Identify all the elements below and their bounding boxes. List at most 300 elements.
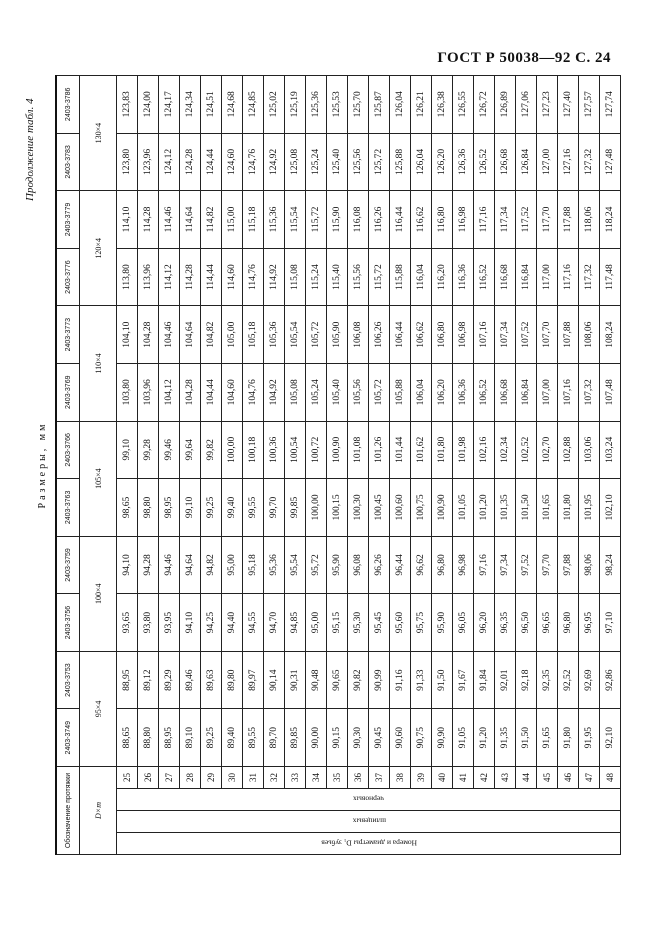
- diameter-cell: 116,52: [474, 248, 495, 306]
- diameter-cell: 91,84: [474, 651, 495, 709]
- diameter-cell: 94,82: [201, 536, 222, 594]
- diameter-cell: 97,52: [516, 536, 537, 594]
- diameter-cell: 124,68: [222, 76, 243, 134]
- diameter-cell: 99,10: [180, 479, 201, 537]
- diameter-cell: 97,10: [600, 594, 621, 652]
- diameter-cell: 101,35: [495, 479, 516, 537]
- diameter-cell: 91,50: [516, 709, 537, 767]
- designation-header: Обозначение протяжки: [56, 767, 80, 855]
- diameter-cell: 102,88: [558, 421, 579, 479]
- table-row: [138, 76, 159, 855]
- diameter-cell: 124,12: [159, 133, 180, 191]
- tooth-number: 33: [285, 767, 306, 789]
- dxm-group: 130×4: [80, 76, 117, 191]
- diameter-cell: 104,76: [243, 363, 264, 421]
- diameter-cell: 125,53: [327, 76, 348, 134]
- diameter-cell: 90,48: [306, 651, 327, 709]
- diameter-cell: 101,05: [453, 479, 474, 537]
- diameter-cell: 106,08: [348, 306, 369, 364]
- table-body: [117, 76, 621, 855]
- diameter-cell: 115,56: [348, 248, 369, 306]
- diameter-cell: 107,00: [537, 363, 558, 421]
- diameter-cell: 94,10: [117, 536, 138, 594]
- tooth-number: 44: [516, 767, 537, 789]
- table-row: [432, 76, 453, 855]
- diameter-cell: 98,95: [159, 479, 180, 537]
- diameter-cell: 115,72: [369, 248, 390, 306]
- diameter-cell: 90,14: [264, 651, 285, 709]
- diameter-cell: 126,36: [453, 133, 474, 191]
- diameter-cell: 89,25: [201, 709, 222, 767]
- diameter-cell: 89,55: [243, 709, 264, 767]
- diameter-cell: 125,36: [306, 76, 327, 134]
- table-row: [327, 76, 348, 855]
- code-header: 2403-3779: [56, 191, 80, 249]
- diameter-cell: 114,12: [159, 248, 180, 306]
- diameter-cell: 94,10: [180, 594, 201, 652]
- diameter-cell: 89,70: [264, 709, 285, 767]
- diameter-cell: 124,51: [201, 76, 222, 134]
- code-header: 2403-3756: [56, 594, 80, 652]
- diameter-cell: 105,72: [369, 363, 390, 421]
- diameter-cell: 105,36: [264, 306, 285, 364]
- diameter-cell: 89,46: [180, 651, 201, 709]
- diameter-cell: 101,20: [474, 479, 495, 537]
- diameter-cell: 94,64: [180, 536, 201, 594]
- diameter-cell: 114,92: [264, 248, 285, 306]
- diameter-cell: 114,44: [201, 248, 222, 306]
- table-row: [201, 76, 222, 855]
- diameter-cell: 116,84: [516, 248, 537, 306]
- diameter-cell: 100,15: [327, 479, 348, 537]
- diameter-cell: 105,24: [306, 363, 327, 421]
- tooth-number: 31: [243, 767, 264, 789]
- diameter-cell: 125,02: [264, 76, 285, 134]
- code-header: 2403-3773: [56, 306, 80, 364]
- diameter-cell: 115,72: [306, 191, 327, 249]
- diameter-cell: 91,80: [558, 709, 579, 767]
- diameter-cell: 95,54: [285, 536, 306, 594]
- diameter-cell: 100,18: [243, 421, 264, 479]
- diameter-cell: 95,15: [327, 594, 348, 652]
- dxm-group: 120×4: [80, 191, 117, 306]
- diameter-cell: 115,00: [222, 191, 243, 249]
- table-row: [411, 76, 432, 855]
- diameter-cell: 97,70: [537, 536, 558, 594]
- table-row: [495, 76, 516, 855]
- diameter-cell: 123,80: [117, 133, 138, 191]
- diameter-cell: 105,40: [327, 363, 348, 421]
- diameter-cell: 127,32: [579, 133, 600, 191]
- diameter-cell: 105,88: [390, 363, 411, 421]
- diameter-cell: 89,85: [285, 709, 306, 767]
- tooth-number: 32: [264, 767, 285, 789]
- diameter-cell: 106,20: [432, 363, 453, 421]
- table-row: [390, 76, 411, 855]
- diameter-cell: 124,00: [138, 76, 159, 134]
- diameter-cell: 99,25: [201, 479, 222, 537]
- diameter-cell: 91,20: [474, 709, 495, 767]
- diameter-cell: 102,70: [537, 421, 558, 479]
- diameter-cell: 96,05: [453, 594, 474, 652]
- diameter-cell: 117,32: [579, 248, 600, 306]
- diameter-cell: 90,45: [369, 709, 390, 767]
- diameter-cell: 91,67: [453, 651, 474, 709]
- diameter-cell: 96,80: [432, 536, 453, 594]
- stub-title: Номера и диаметры D₁ зубьев: [117, 833, 621, 855]
- diameter-cell: 105,72: [306, 306, 327, 364]
- diameter-cell: 105,08: [285, 363, 306, 421]
- diameter-cell: 89,12: [138, 651, 159, 709]
- table-row: [222, 76, 243, 855]
- diameter-cell: 89,29: [159, 651, 180, 709]
- diameter-cell: 100,54: [285, 421, 306, 479]
- code-header: 2403-3766: [56, 421, 80, 479]
- diameter-cell: 106,62: [411, 306, 432, 364]
- dxm-header: D×m: [80, 767, 117, 855]
- diameter-cell: 117,88: [558, 191, 579, 249]
- diameter-cell: 100,45: [369, 479, 390, 537]
- diameter-cell: 105,54: [285, 306, 306, 364]
- diameter-cell: 125,56: [348, 133, 369, 191]
- diameter-cell: 107,16: [558, 363, 579, 421]
- diameter-cell: 107,16: [474, 306, 495, 364]
- diameter-cell: 113,96: [138, 248, 159, 306]
- diameter-cell: 91,65: [537, 709, 558, 767]
- diameter-cell: 95,00: [306, 594, 327, 652]
- code-header: 2403-3786: [56, 76, 80, 134]
- diameter-cell: 90,65: [327, 651, 348, 709]
- tooth-number: 28: [180, 767, 201, 789]
- diameter-cell: 117,16: [558, 248, 579, 306]
- dxm-group: 100×4: [80, 536, 117, 651]
- diameter-cell: 96,20: [474, 594, 495, 652]
- diameter-cell: 127,06: [516, 76, 537, 134]
- diameter-cell: 106,36: [453, 363, 474, 421]
- diameter-cell: 117,34: [495, 191, 516, 249]
- tooth-number: 30: [222, 767, 243, 789]
- diameter-cell: 114,64: [180, 191, 201, 249]
- diameter-cell: 96,65: [537, 594, 558, 652]
- diameter-cell: 92,18: [516, 651, 537, 709]
- diameter-cell: 101,80: [558, 479, 579, 537]
- diameter-cell: 88,80: [138, 709, 159, 767]
- diameter-cell: 107,32: [579, 363, 600, 421]
- stub-spline: шлицевых: [117, 811, 621, 833]
- diameter-cell: 92,52: [558, 651, 579, 709]
- diameter-cell: 126,55: [453, 76, 474, 134]
- tooth-number: 36: [348, 767, 369, 789]
- stub-rough: черновых: [117, 789, 621, 811]
- diameter-cell: 96,62: [411, 536, 432, 594]
- diameter-cell: 127,48: [600, 133, 621, 191]
- diameter-cell: 115,88: [390, 248, 411, 306]
- table-row: [537, 76, 558, 855]
- diameter-cell: 92,10: [600, 709, 621, 767]
- diameter-cell: 115,36: [264, 191, 285, 249]
- diameter-cell: 90,00: [306, 709, 327, 767]
- diameter-cell: 101,62: [411, 421, 432, 479]
- code-header: 2403-3749: [56, 709, 80, 767]
- table-row: [474, 76, 495, 855]
- diameter-cell: 118,06: [579, 191, 600, 249]
- tooth-number: 42: [474, 767, 495, 789]
- diameter-cell: 94,46: [159, 536, 180, 594]
- diameter-cell: 106,52: [474, 363, 495, 421]
- diameter-cell: 106,26: [369, 306, 390, 364]
- dimensions-table: [55, 75, 621, 855]
- table-row: [285, 76, 306, 855]
- diameter-cell: 93,95: [159, 594, 180, 652]
- diameter-cell: 127,00: [537, 133, 558, 191]
- code-header: 2403-3769: [56, 363, 80, 421]
- diameter-cell: 101,98: [453, 421, 474, 479]
- diameter-cell: 116,44: [390, 191, 411, 249]
- diameter-cell: 103,24: [600, 421, 621, 479]
- table-row: [306, 76, 327, 855]
- diameter-cell: 104,28: [180, 363, 201, 421]
- diameter-cell: 114,60: [222, 248, 243, 306]
- diameter-cell: 90,99: [369, 651, 390, 709]
- diameter-cell: 127,74: [600, 76, 621, 134]
- diameter-cell: 102,34: [495, 421, 516, 479]
- diameter-cell: 103,80: [117, 363, 138, 421]
- diameter-cell: 92,01: [495, 651, 516, 709]
- diameter-cell: 100,60: [390, 479, 411, 537]
- diameter-cell: 90,90: [432, 709, 453, 767]
- table-row: [180, 76, 201, 855]
- diameter-cell: 94,55: [243, 594, 264, 652]
- diameter-cell: 103,96: [138, 363, 159, 421]
- diameter-cell: 104,46: [159, 306, 180, 364]
- diameter-cell: 125,08: [285, 133, 306, 191]
- dxm-group: 110×4: [80, 306, 117, 421]
- diameter-cell: 123,83: [117, 76, 138, 134]
- diameter-cell: 107,48: [600, 363, 621, 421]
- diameter-cell: 89,97: [243, 651, 264, 709]
- diameter-cell: 117,00: [537, 248, 558, 306]
- diameter-cell: 90,75: [411, 709, 432, 767]
- tooth-number: 35: [327, 767, 348, 789]
- diameter-cell: 97,34: [495, 536, 516, 594]
- diameter-cell: 124,60: [222, 133, 243, 191]
- diameter-cell: 104,10: [117, 306, 138, 364]
- diameter-cell: 115,54: [285, 191, 306, 249]
- tooth-number: 48: [600, 767, 621, 789]
- document-header: ГОСТ Р 50038—92 С. 24: [437, 50, 611, 66]
- diameter-cell: 94,85: [285, 594, 306, 652]
- diameter-cell: 99,70: [264, 479, 285, 537]
- diameter-cell: 91,95: [579, 709, 600, 767]
- tooth-number: 46: [558, 767, 579, 789]
- code-header: 2403-3759: [56, 536, 80, 594]
- diameter-cell: 98,24: [600, 536, 621, 594]
- diameter-cell: 104,44: [201, 363, 222, 421]
- diameter-cell: 106,44: [390, 306, 411, 364]
- diameter-cell: 101,44: [390, 421, 411, 479]
- diameter-cell: 88,95: [117, 651, 138, 709]
- diameter-cell: 96,08: [348, 536, 369, 594]
- diameter-cell: 104,64: [180, 306, 201, 364]
- table-row: [159, 76, 180, 855]
- diameter-cell: 125,72: [369, 133, 390, 191]
- diameter-cell: 95,90: [327, 536, 348, 594]
- diameter-cell: 90,15: [327, 709, 348, 767]
- diameter-cell: 95,30: [348, 594, 369, 652]
- diameter-cell: 88,95: [159, 709, 180, 767]
- diameter-cell: 92,35: [537, 651, 558, 709]
- table-row: [117, 76, 138, 855]
- diameter-cell: 102,52: [516, 421, 537, 479]
- diameter-cell: 100,00: [306, 479, 327, 537]
- diameter-cell: 99,82: [201, 421, 222, 479]
- diameter-cell: 102,16: [474, 421, 495, 479]
- diameter-cell: 100,00: [222, 421, 243, 479]
- diameter-cell: 95,72: [306, 536, 327, 594]
- diameter-cell: 116,20: [432, 248, 453, 306]
- diameter-cell: 100,30: [348, 479, 369, 537]
- diameter-cell: 95,75: [411, 594, 432, 652]
- dxm-group: 95×4: [80, 651, 117, 766]
- diameter-cell: 91,16: [390, 651, 411, 709]
- diameter-cell: 124,76: [243, 133, 264, 191]
- diameter-cell: 124,44: [201, 133, 222, 191]
- diameter-cell: 94,70: [264, 594, 285, 652]
- diameter-cell: 89,10: [180, 709, 201, 767]
- diameter-cell: 99,28: [138, 421, 159, 479]
- diameter-cell: 117,70: [537, 191, 558, 249]
- diameter-cell: 123,96: [138, 133, 159, 191]
- tooth-number: 45: [537, 767, 558, 789]
- diameter-cell: 107,88: [558, 306, 579, 364]
- diameter-cell: 124,34: [180, 76, 201, 134]
- code-header: 2403-3776: [56, 248, 80, 306]
- diameter-cell: 102,10: [600, 479, 621, 537]
- tooth-number: 40: [432, 767, 453, 789]
- rotated-table-wrapper: [37, 75, 615, 855]
- diameter-cell: 107,52: [516, 306, 537, 364]
- diameter-cell: 95,18: [243, 536, 264, 594]
- diameter-cell: 95,90: [432, 594, 453, 652]
- diameter-cell: 105,56: [348, 363, 369, 421]
- table-row: [243, 76, 264, 855]
- diameter-cell: 118,24: [600, 191, 621, 249]
- diameter-cell: 115,90: [327, 191, 348, 249]
- diameter-cell: 126,21: [411, 76, 432, 134]
- diameter-cell: 126,72: [474, 76, 495, 134]
- diameter-cell: 106,68: [495, 363, 516, 421]
- tooth-number: 41: [453, 767, 474, 789]
- diameter-cell: 104,92: [264, 363, 285, 421]
- diameter-cell: 89,80: [222, 651, 243, 709]
- diameter-cell: 105,18: [243, 306, 264, 364]
- diameter-cell: 108,24: [600, 306, 621, 364]
- diameter-cell: 100,75: [411, 479, 432, 537]
- diameter-cell: 115,18: [243, 191, 264, 249]
- diameter-cell: 96,26: [369, 536, 390, 594]
- diameter-cell: 106,80: [432, 306, 453, 364]
- diameter-cell: 91,50: [432, 651, 453, 709]
- diameter-cell: 126,84: [516, 133, 537, 191]
- diameter-cell: 89,63: [201, 651, 222, 709]
- code-header: 2403-3783: [56, 133, 80, 191]
- diameter-cell: 104,28: [138, 306, 159, 364]
- diameter-cell: 124,28: [180, 133, 201, 191]
- table-row: [579, 76, 600, 855]
- diameter-cell: 96,35: [495, 594, 516, 652]
- diameter-cell: 124,17: [159, 76, 180, 134]
- diameter-cell: 106,04: [411, 363, 432, 421]
- diameter-cell: 115,40: [327, 248, 348, 306]
- tooth-number: 43: [495, 767, 516, 789]
- diameter-cell: 124,85: [243, 76, 264, 134]
- diameter-cell: 125,88: [390, 133, 411, 191]
- diameter-cell: 99,10: [117, 421, 138, 479]
- diameter-cell: 126,52: [474, 133, 495, 191]
- diameter-cell: 100,90: [327, 421, 348, 479]
- diameter-cell: 95,00: [222, 536, 243, 594]
- diameter-cell: 94,25: [201, 594, 222, 652]
- table-row: [369, 76, 390, 855]
- continuation-text: Продолжение табл. 4: [24, 98, 36, 201]
- diameter-cell: 90,30: [348, 709, 369, 767]
- table-row: [264, 76, 285, 855]
- diameter-cell: 96,98: [453, 536, 474, 594]
- tooth-number: 39: [411, 767, 432, 789]
- diameter-cell: 105,00: [222, 306, 243, 364]
- diameter-cell: 125,24: [306, 133, 327, 191]
- diameter-cell: 126,04: [411, 133, 432, 191]
- diameter-cell: 96,50: [516, 594, 537, 652]
- diameter-cell: 91,05: [453, 709, 474, 767]
- diameter-cell: 107,70: [537, 306, 558, 364]
- diameter-cell: 116,62: [411, 191, 432, 249]
- diameter-cell: 99,64: [180, 421, 201, 479]
- diameter-cell: 127,16: [558, 133, 579, 191]
- diameter-cell: 95,60: [390, 594, 411, 652]
- diameter-cell: 106,84: [516, 363, 537, 421]
- diameter-cell: 116,68: [495, 248, 516, 306]
- diameter-cell: 113,80: [117, 248, 138, 306]
- diameter-cell: 92,69: [579, 651, 600, 709]
- diameter-cell: 116,26: [369, 191, 390, 249]
- diameter-cell: 91,35: [495, 709, 516, 767]
- diameter-cell: 97,88: [558, 536, 579, 594]
- diameter-cell: 107,34: [495, 306, 516, 364]
- diameter-cell: 114,76: [243, 248, 264, 306]
- diameter-cell: 101,95: [579, 479, 600, 537]
- diameter-cell: 104,82: [201, 306, 222, 364]
- diameter-cell: 101,65: [537, 479, 558, 537]
- diameter-cell: 125,70: [348, 76, 369, 134]
- diameter-cell: 126,38: [432, 76, 453, 134]
- diameter-cell: 114,28: [180, 248, 201, 306]
- diameter-cell: 126,68: [495, 133, 516, 191]
- table-caption: Размеры, мм: [37, 421, 48, 509]
- diameter-cell: 94,40: [222, 594, 243, 652]
- diameter-cell: 92,86: [600, 651, 621, 709]
- diameter-cell: 116,08: [348, 191, 369, 249]
- diameter-cell: 117,48: [600, 248, 621, 306]
- diameter-cell: 127,23: [537, 76, 558, 134]
- diameter-cell: 91,33: [411, 651, 432, 709]
- diameter-cell: 114,82: [201, 191, 222, 249]
- diameter-cell: 125,19: [285, 76, 306, 134]
- diameter-cell: 89,40: [222, 709, 243, 767]
- tooth-number: 38: [390, 767, 411, 789]
- table-row: [453, 76, 474, 855]
- diameter-cell: 117,16: [474, 191, 495, 249]
